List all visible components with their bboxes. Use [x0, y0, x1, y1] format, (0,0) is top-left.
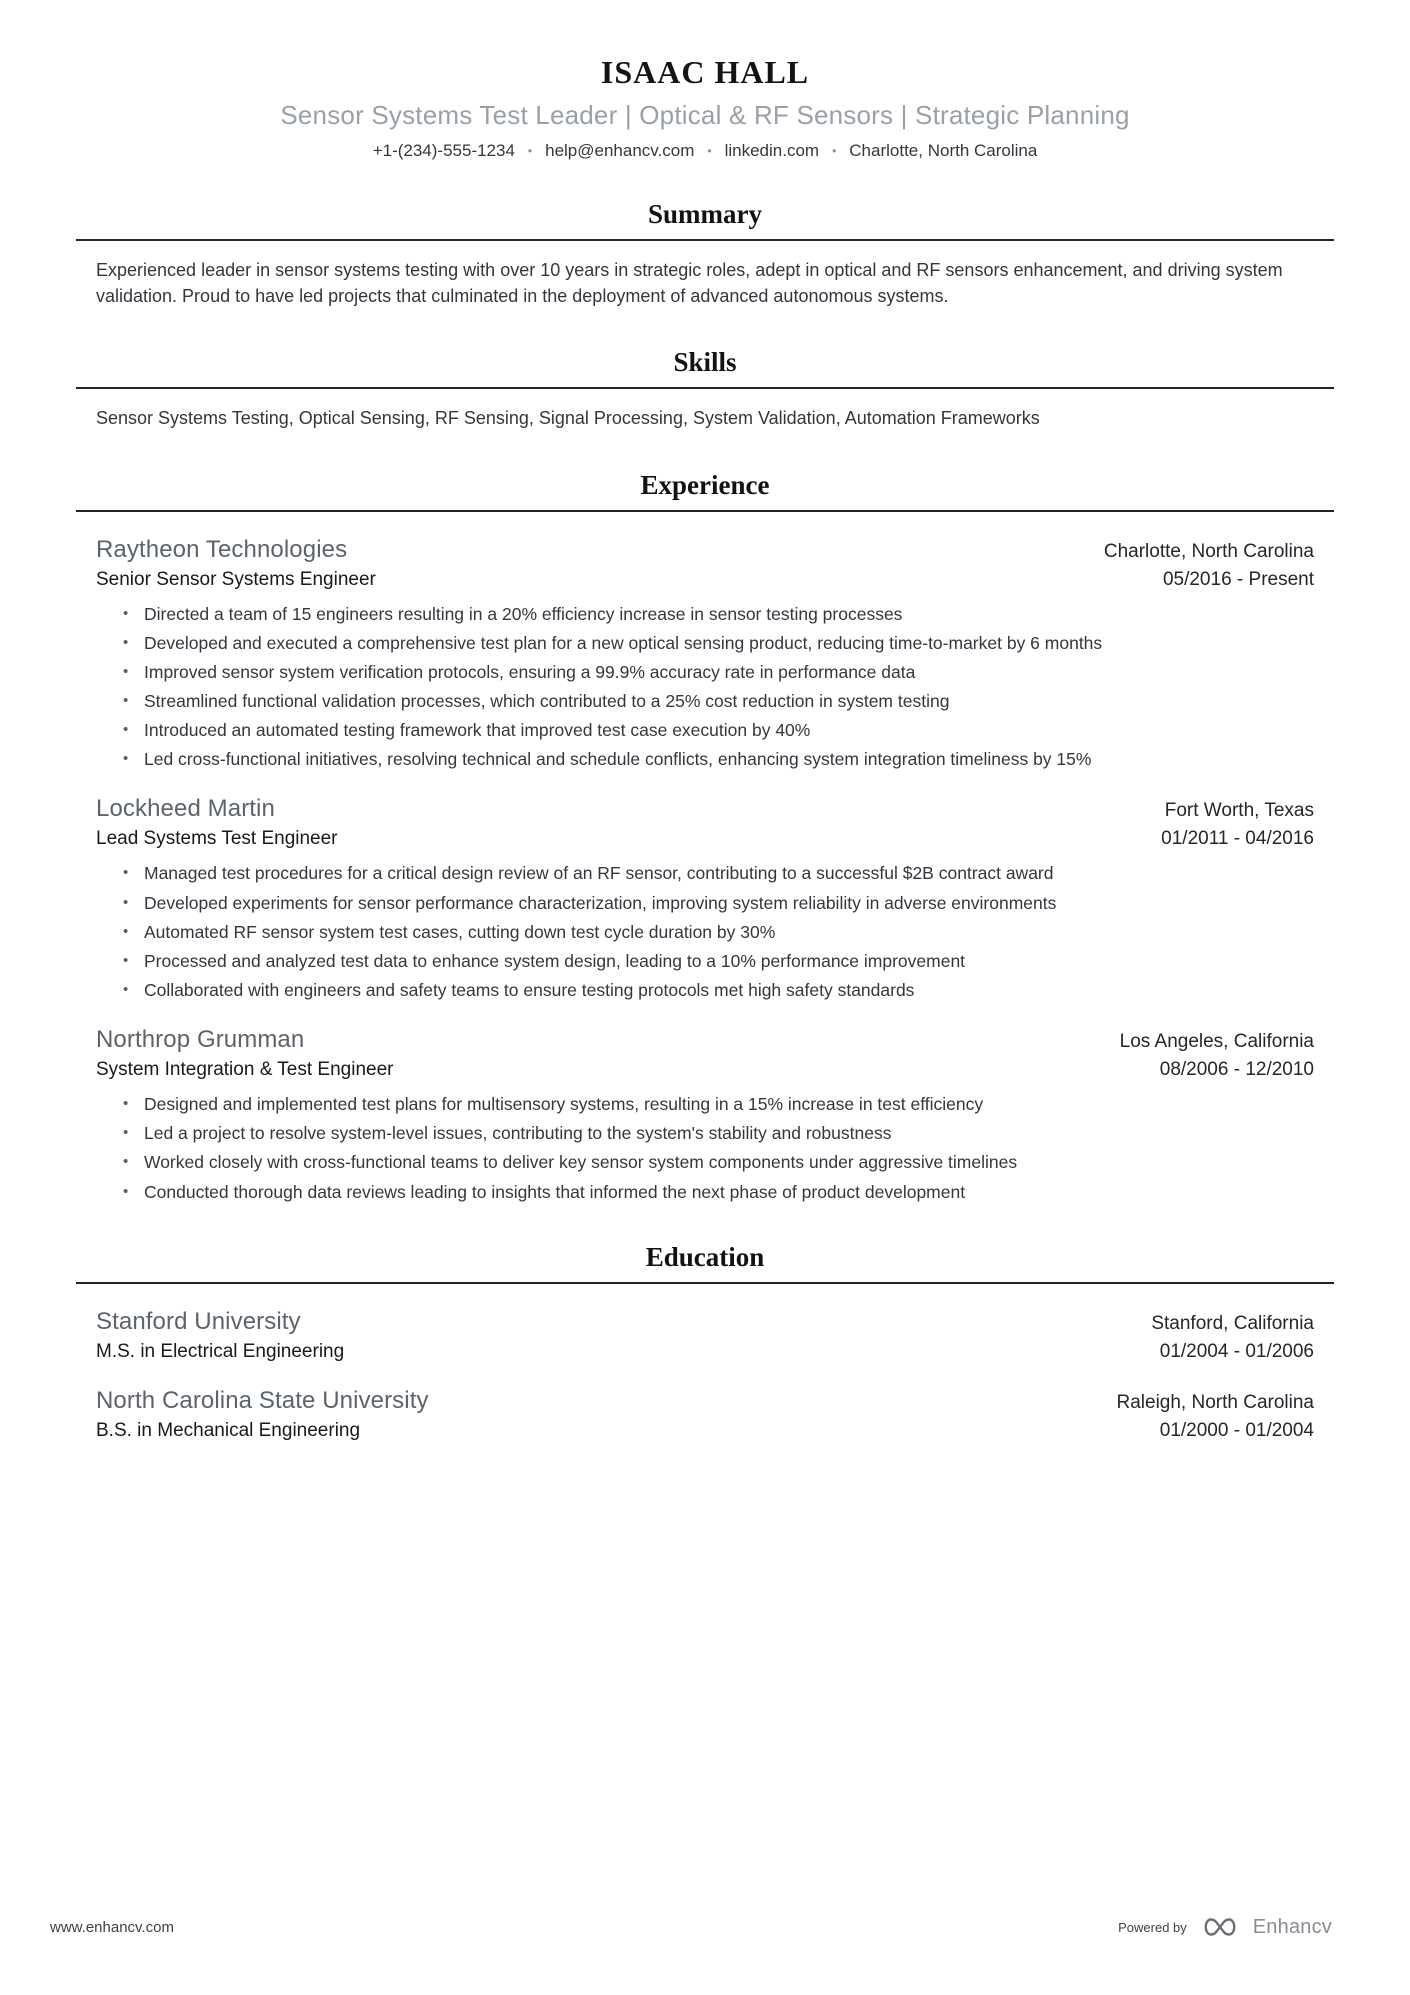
section-summary	[76, 199, 1334, 309]
bullet-item: • Processed and analyzed test data to enhance system design, leading to a 10% performance improvement	[144, 949, 1314, 973]
school-name: North Carolina State University	[96, 1386, 429, 1414]
job-title: Lead Systems Test Engineer	[96, 828, 338, 850]
education-dates: 01/2004 - 01/2006	[1159, 1340, 1314, 1362]
job-bullets	[96, 861, 1314, 1002]
school-name: Stanford University	[96, 1307, 301, 1335]
job-dates: 01/2011 - 04/2016	[1161, 828, 1314, 850]
footer-site-url: www.enhancv.com	[50, 1918, 174, 1936]
bullet-item: • Conducted thorough data reviews leading to insights that informed the next phase of product development	[144, 1180, 1314, 1204]
education-heading: Education	[645, 1241, 765, 1272]
contact-linkedin: linkedin.com	[724, 141, 820, 160]
job-bullets	[96, 602, 1314, 772]
experience-item	[76, 512, 1334, 772]
bullet-item: • Managed test procedures for a critical design review of an RF sensor, contributing to a successful $2B contract award	[144, 861, 1314, 885]
skills-heading: Skills	[673, 347, 737, 378]
separator-dot: •	[707, 144, 712, 158]
contact-row	[76, 141, 1334, 161]
job-location: Fort Worth, Texas	[1164, 800, 1314, 822]
bullet-item: • Worked closely with cross-functional teams to deliver key sensor system components under aggressive timelines	[144, 1150, 1314, 1174]
education-dates: 01/2000 - 01/2004	[1159, 1419, 1314, 1441]
job-bullets	[96, 1092, 1314, 1204]
company-name: Northrop Grumman	[96, 1026, 305, 1054]
bullet-item: • Improved sensor system verification protocols, ensuring a 99.9% accuracy rate in performance data	[144, 660, 1314, 684]
bullet-item: • Led cross-functional initiatives, resolving technical and schedule conflicts, enhancing system integration timeliness by 15%	[144, 747, 1314, 771]
separator-dot: •	[832, 144, 837, 158]
empty-space	[76, 1442, 1334, 1915]
candidate-name: ISAAC HALL	[600, 54, 810, 90]
bullet-item: • Directed a team of 15 engineers resulting in a 20% efficiency increase in sensor testing processes	[144, 602, 1314, 626]
bullet-item: • Led a project to resolve system-level issues, contributing to the system's stability and robustness	[144, 1121, 1314, 1145]
skills-text: Sensor Systems Testing, Optical Sensing, RF Sensing, Signal Processing, System Validation, Automation Frameworks	[96, 408, 1040, 429]
bullet-item: • Streamlined functional validation processes, which contributed to a 25% cost reduction in system testing	[144, 689, 1314, 713]
section-skills	[76, 347, 1334, 432]
job-title: Senior Sensor Systems Engineer	[96, 568, 376, 590]
separator-dot: •	[527, 144, 533, 158]
bullet-item: • Developed and executed a comprehensive test plan for a new optical sensing product, reducing time-to-market by 6 months	[144, 631, 1314, 655]
job-dates: 08/2006 - 12/2010	[1159, 1059, 1314, 1081]
contact-location: Charlotte, North Carolina	[849, 141, 1038, 160]
bullet-item: • Collaborated with engineers and safety teams to ensure testing protocols met high safety standards	[144, 978, 1314, 1002]
school-location: Stanford, California	[1151, 1312, 1314, 1334]
bullet-item: • Designed and implemented test plans for multisensory systems, resulting in a 15% increase in test efficiency	[144, 1092, 1314, 1116]
footer-brand	[1118, 1915, 1360, 1939]
job-location: Los Angeles, California	[1119, 1031, 1314, 1053]
degree-name: M.S. in Electrical Engineering	[96, 1340, 345, 1362]
section-experience	[76, 470, 1334, 1204]
job-location: Charlotte, North Carolina	[1103, 540, 1314, 562]
experience-item	[76, 771, 1334, 1002]
enhancv-logo-icon	[1199, 1915, 1241, 1939]
section-education	[76, 1242, 1334, 1442]
experience-item	[76, 1002, 1334, 1204]
bullet-item: • Automated RF sensor system test cases, cutting down test cycle duration by 30%	[144, 920, 1314, 944]
powered-by-label: Powered by	[1118, 1919, 1187, 1935]
company-name: Lockheed Martin	[96, 795, 275, 823]
school-location: Raleigh, North Carolina	[1116, 1391, 1314, 1413]
bullet-item: • Developed experiments for sensor performance characterization, improving system reliability in adverse environments	[144, 891, 1314, 915]
enhancv-wordmark: Enhancv	[1252, 1915, 1332, 1938]
education-item	[76, 1363, 1334, 1442]
candidate-headline: Sensor Systems Test Leader | Optical & RF Sensors | Strategic Planning	[280, 100, 1130, 130]
job-title: System Integration & Test Engineer	[96, 1059, 394, 1081]
contact-email: help@enhancv.com	[545, 141, 695, 160]
contact-phone: +1-(234)-555-1234	[372, 141, 515, 160]
resume-header	[76, 54, 1334, 161]
summary-text: Experienced leader in sensor systems testing with over 10 years in strategic roles, adept in optical and RF sensors enhancement, and driving system validation. Proud to have led projects that culminated in the deployment of advanced autonomous systems.	[96, 260, 1283, 306]
education-item	[76, 1284, 1334, 1363]
experience-heading: Experience	[640, 469, 770, 500]
bullet-item: • Introduced an automated testing framework that improved test case execution by 40%	[144, 718, 1314, 742]
degree-name: B.S. in Mechanical Engineering	[96, 1419, 361, 1441]
company-name: Raytheon Technologies	[96, 535, 348, 563]
job-dates: 05/2016 - Present	[1162, 568, 1314, 590]
page-footer	[0, 1915, 1410, 1995]
summary-heading: Summary	[648, 199, 762, 229]
